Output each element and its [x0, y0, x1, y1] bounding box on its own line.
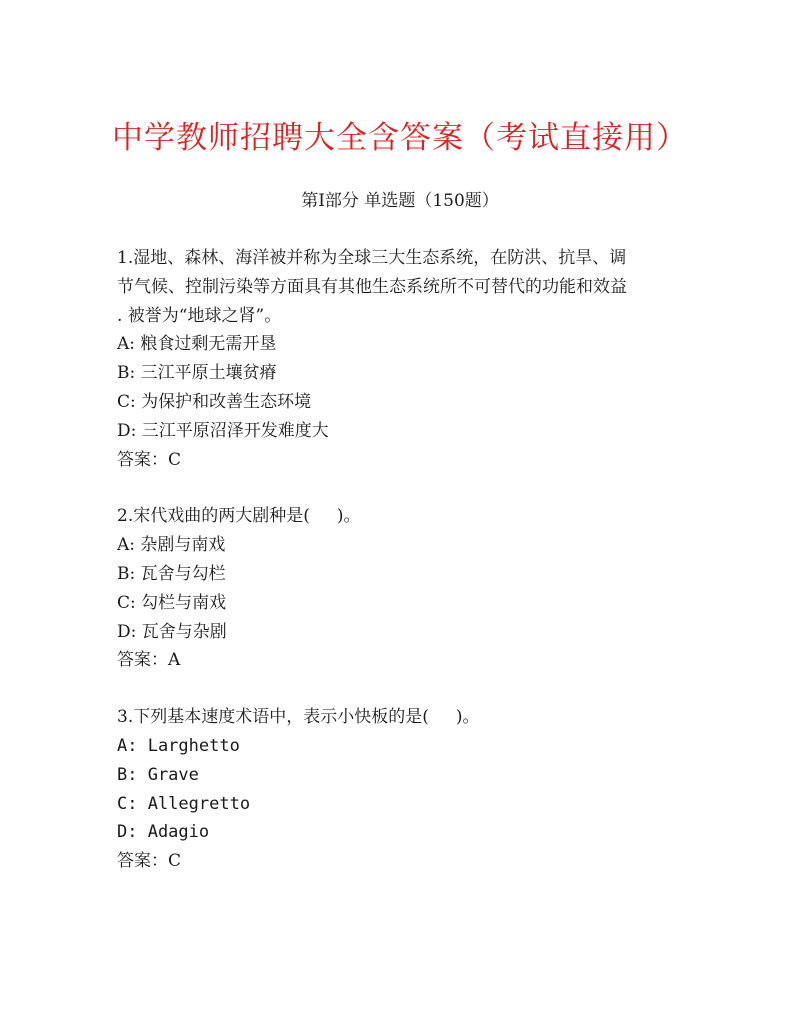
document-title: 中学教师招聘大全含答案（考试直接用）	[112, 120, 688, 156]
question-3-option-c: C: Allegretto	[117, 793, 251, 814]
question-3-stem-line-1: 3.下列基本速度术语中，表示小快板的是( )。	[117, 707, 480, 728]
question-3-option-b: B: Grave	[117, 764, 199, 785]
question-2	[117, 502, 687, 675]
question-2-option-a: A: 杂剧与南戏	[117, 535, 226, 556]
question-1-stem-line-1: 1.湿地、森林、海洋被并称为全球三大生态系统，在防洪、抗旱、调	[117, 248, 627, 268]
question-1-option-a: A: 粮食过剩无需开垦	[117, 334, 277, 355]
question-3-option-a: A: Larghetto	[117, 735, 240, 756]
question-3-answer: 答案：C	[117, 851, 182, 872]
question-1-option-b: B: 三江平原土壤贫瘠	[117, 363, 277, 384]
question-1-option-d: D: 三江平原沼泽开发难度大	[117, 420, 329, 441]
question-2-stem-line-1: 2.宋代戏曲的两大剧种是( )。	[117, 506, 361, 527]
question-2-option-d: D: 瓦舍与杂剧	[117, 621, 227, 642]
question-list	[117, 244, 687, 904]
question-3-option-d: D: Adagio	[117, 822, 210, 843]
question-1-stem-line-2: 节气候、控制污染等方面具有其他生态系统所不可替代的功能和效益	[117, 276, 627, 297]
question-1-option-c: C: 为保护和改善生态环境	[117, 391, 312, 412]
question-3	[117, 703, 687, 876]
question-1-stem-line-3: . 被誉为“地球之肾”。	[117, 305, 282, 326]
question-1-answer: 答案：C	[117, 449, 182, 470]
question-2-option-b: B: 瓦舍与勾栏	[117, 563, 226, 584]
section-title: 第Ⅰ部分 单选题（150题）	[301, 191, 499, 211]
question-1	[117, 244, 687, 474]
question-2-answer: 答案：A	[117, 650, 181, 671]
question-2-option-c: C: 勾栏与南戏	[117, 592, 227, 613]
